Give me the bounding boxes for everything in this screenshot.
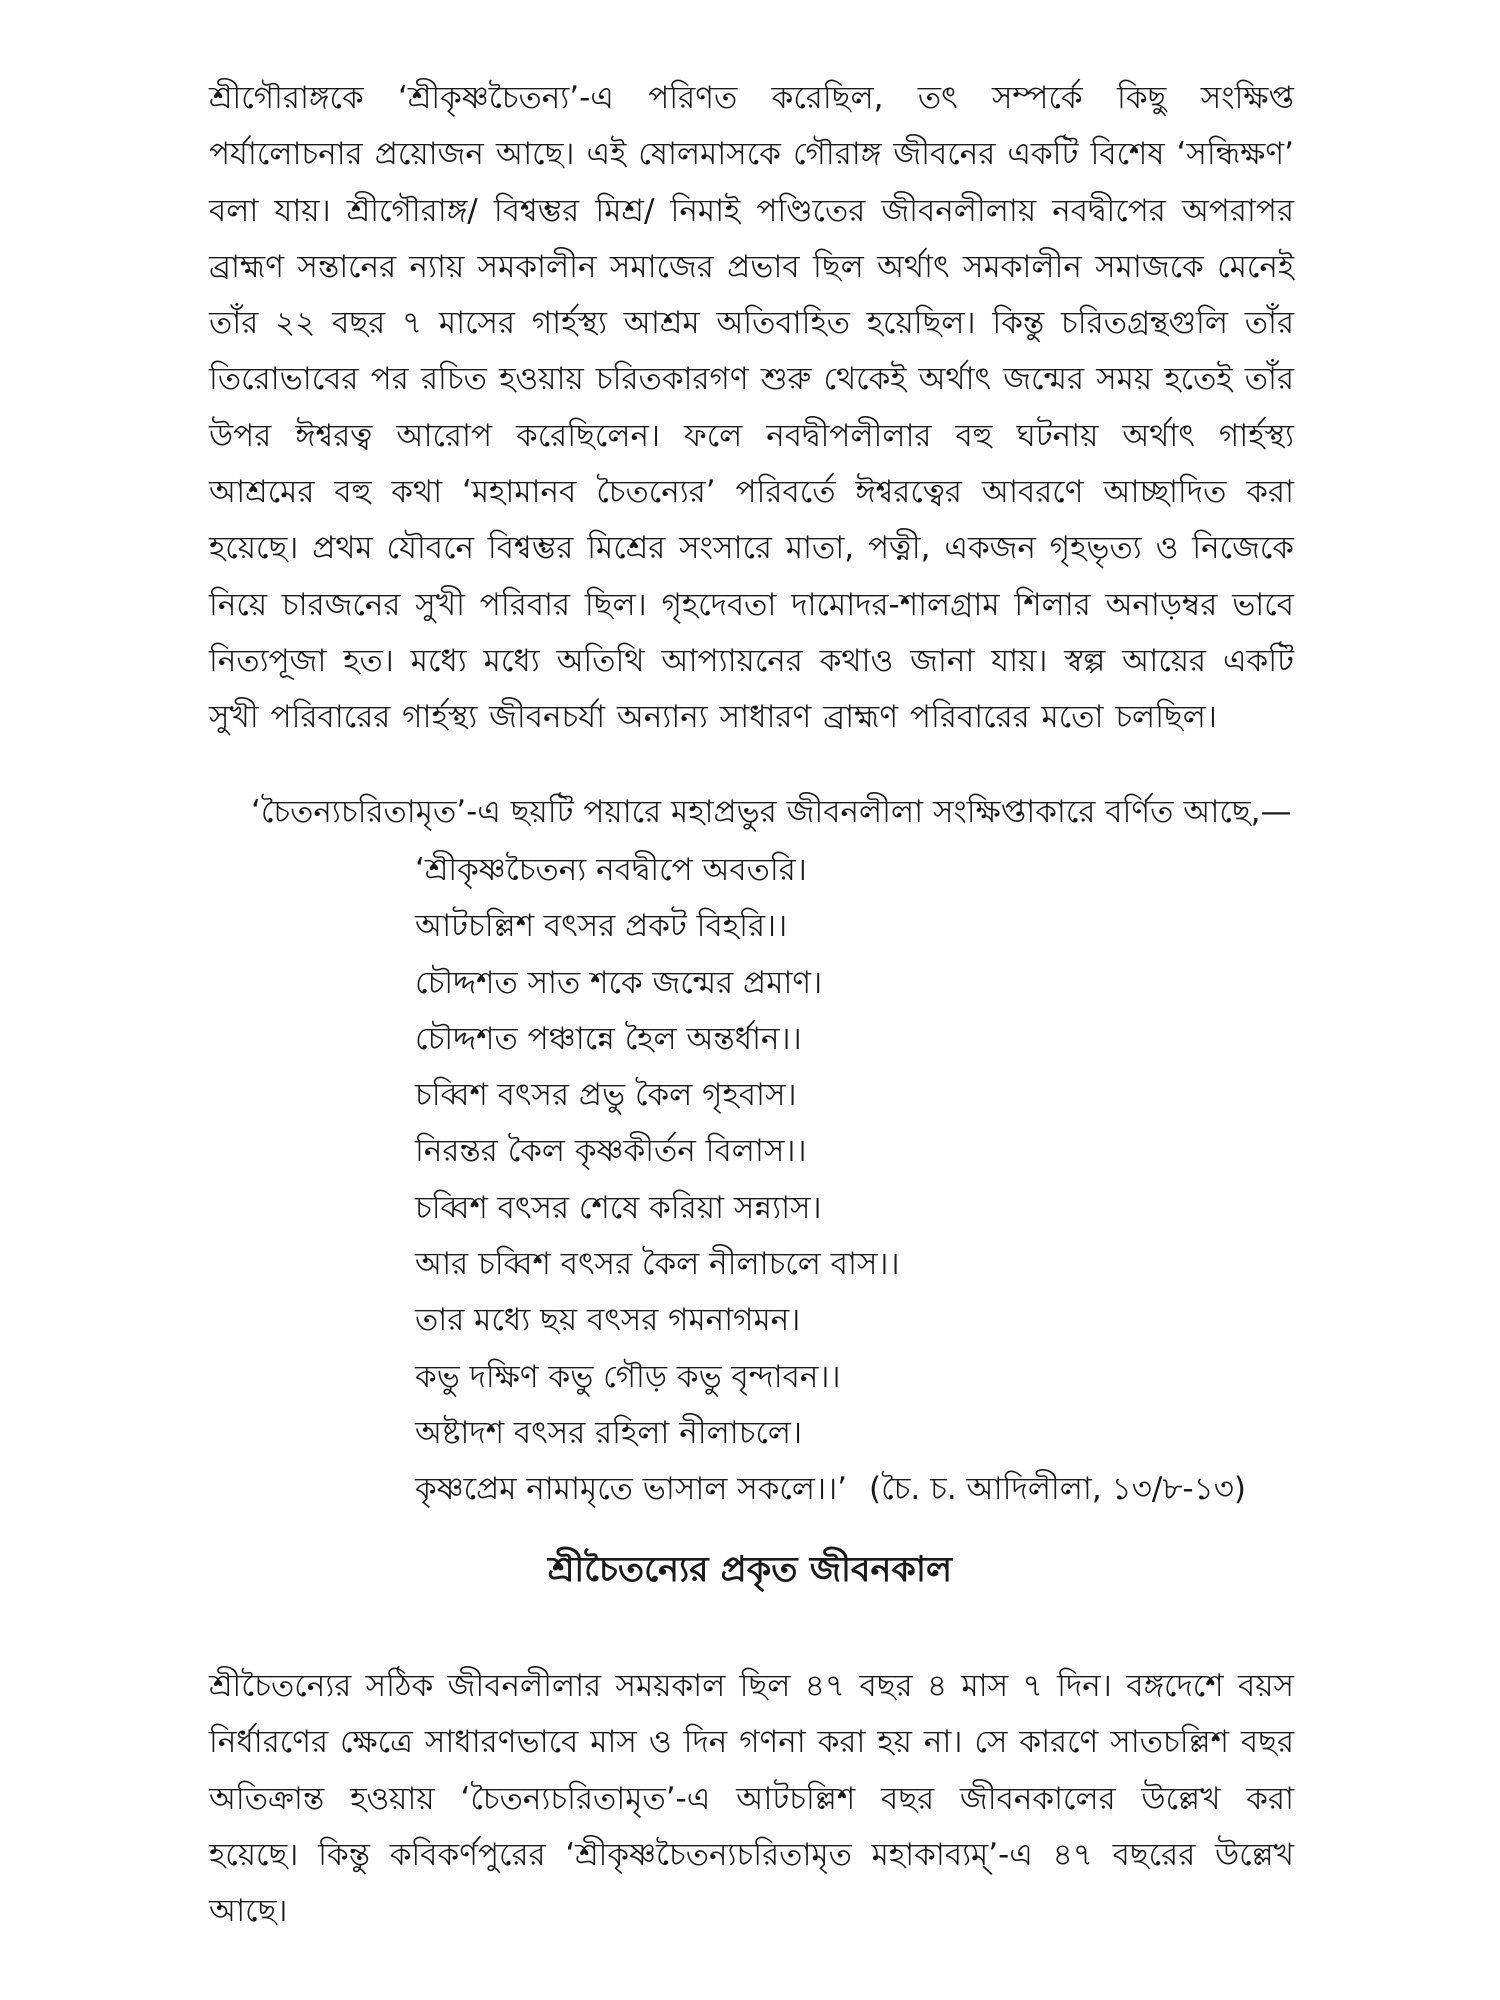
verse-line: কৃষ্ণপ্রেম নামামৃতে ভাসাল সকলে।।’ bbox=[415, 1471, 848, 1508]
verse-line: কভু দক্ষিণ কভু গৌড় কভু বৃন্দাবন।। bbox=[415, 1358, 841, 1395]
body-paragraph-1: শ্রীগৌরাঙ্গকে ‘শ্রীকৃষ্ণচৈতন্য’-এ পরিণত করেছিল, তৎ সম্পর্কে কিছু সংক্ষিপ্ত পর্যালোচনার প্রয়োজন আছে। এই ষোলমাসকে গৌরাঙ্গ জীবনের একটি বিশেষ ‘সন্ধিক্ষণ’ বলা যায়। শ্রীগৌরাঙ্গ/ বিশ্বম্ভর মিশ্র/ নিমাই পণ্ডিতের জীবনলীলায় নবদ্বীপের অপরাপর ব্রাহ্মণ সন্তানের ন্যায় সমকালীন সমাজের প্রভাব ছিল অর্থাৎ সমকালীন সমাজকে মেনেই তাঁর ২২ বছর ৭ মাসের গার্হস্থ্য আশ্রম অতিবাহিত হয়েছিল। কিন্তু চরিতগ্রন্থগুলি তাঁর তিরোভাবের পর রচিত হওয়ায় চরিতকারগণ শুরু থেকেই অর্থাৎ জন্মের সময় হতেই তাঁর উপর ঈশ্বরত্ব আরোপ করেছিলেন। ফলে নবদ্বীপলীলার বহু ঘটনায় অর্থাৎ গার্হস্থ্য আশ্রমের বহু কথা ‘মহামানব চৈতন্যের’ পরিবর্তে ঈশ্বরত্বের আবরণে আচ্ছাদিত করা হয়েছে। প্রথম যৌবনে বিশ্বম্ভর মিশ্রের সংসারে মাতা, পত্নী, একজন গৃহভৃত্য ও নিজেকে নিয়ে চারজনের সুখী পরিবার ছিল। গৃহদেবতা দামোদর-শালগ্রাম শিলার অনাড়ম্বর ভাবে নিত্যপূজা হত। মধ্যে মধ্যে অতিথি আপ্যায়নের কথাও জানা যায়। স্বল্প আয়ের একটি সুখী পরিবারের গার্হস্থ্য জীবনচর্যা অন্যান্য সাধারণ ব্রাহ্মণ পরিবারের মতো চলছিল। bbox=[209, 80, 1294, 736]
verse-line: চৌদ্দশত পঞ্চান্নে হৈল অন্তর্ধান।। bbox=[415, 1020, 802, 1057]
verse-line-last bbox=[415, 1461, 1315, 1517]
section-heading: শ্রীচৈতন্যের প্রকৃত জীবনকাল bbox=[547, 1550, 953, 1590]
verse-line: চব্বিশ বৎসর শেষে করিয়া সন্ন্যাস। bbox=[415, 1189, 822, 1226]
verse-line: চৌদ্দশত সাত শকে জন্মের প্রমাণ। bbox=[415, 964, 823, 1001]
verse-line: ‘শ্রীকৃষ্ণচৈতন্য নবদ্বীপে অবতরি। bbox=[415, 852, 807, 888]
verse-block bbox=[415, 842, 1315, 1518]
verse-line: তার মধ্যে ছয় বৎসর গমনাগমন। bbox=[415, 1302, 801, 1339]
verse-intro: ‘চৈতন্যচরিতামৃত’-এ ছয়টি পয়ারে মহাপ্রভুর জীবনলীলা সংক্ষিপ্তাকারে বর্ণিত আছে,— bbox=[251, 794, 1292, 830]
verse-citation: (চৈ. চ. আদিলীলা, ১৩/৮-১৩) bbox=[869, 1471, 1246, 1508]
body-paragraph-2: শ্রীচৈতন্যের সঠিক জীবনলীলার সময়কাল ছিল ৪৭ বছর ৪ মাস ৭ দিন। বঙ্গদেশে বয়স নির্ধারণের ক্ষেত্রে সাধারণভাবে মাস ও দিন গণনা করা হয় না। সে কারণে সাতচল্লিশ বছর অতিক্রান্ত হওয়ায় ‘চৈতন্যচরিতামৃত’-এ আটচল্লিশ বছর জীবনকালের উল্লেখ করা হয়েছে। কিন্তু কবিকর্ণপুরের ‘শ্রীকৃষ্ণচৈতন্যচরিতামৃত মহাকাব্যম্’-এ ৪৭ বছরের উল্লেখ আছে। bbox=[209, 1668, 1294, 1930]
verse-line: চব্বিশ বৎসর প্রভু কৈল গৃহবাস। bbox=[415, 1077, 797, 1114]
verse-line: আর চব্বিশ বৎসর কৈল নীলাচলে বাস।। bbox=[415, 1246, 900, 1283]
verse-line: অষ্টাদশ বৎসর রহিলা নীলাচলে। bbox=[415, 1414, 803, 1451]
verse-line: আটচল্লিশ বৎসর প্রকট বিহরি।। bbox=[415, 908, 788, 945]
verse-line: নিরন্তর কৈল কৃষ্ণকীর্তন বিলাস।। bbox=[415, 1133, 807, 1170]
